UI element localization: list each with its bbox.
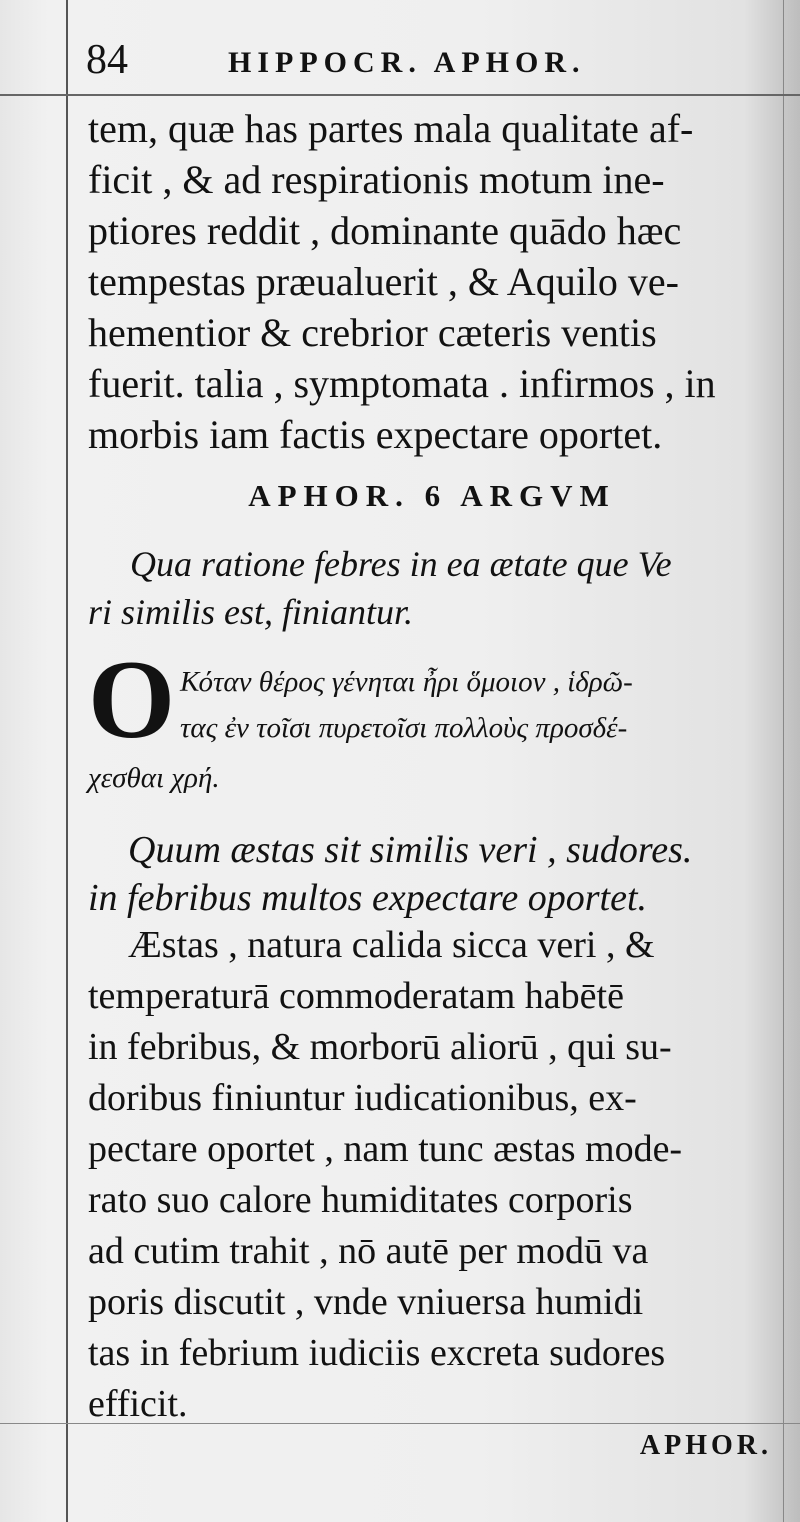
drop-capital: O (88, 638, 176, 762)
text-line: efficit. (88, 1383, 188, 1425)
greek-line: χεσθαι χρή. (88, 762, 220, 794)
text-line: fuerit. talia , symptomata . infirmos , in (88, 361, 716, 406)
text-line: tempestas præualuerit , & Aquilo ve- (88, 259, 679, 304)
text-line: pectare oportet , nam tunc æstas mode- (88, 1128, 683, 1170)
greek-line: τας ἐν τοῖσι πυρετοῖσι πολλοὺς προσδέ- (180, 712, 628, 744)
right-margin-rule (783, 0, 784, 1522)
text-line: hementior & crebrior cæteris ventis (88, 310, 657, 355)
running-title: HIPPOCR. APHOR. (228, 46, 586, 79)
greek-aphorism (88, 638, 776, 800)
text-line: temperaturā commoderatam habētē (88, 975, 624, 1017)
running-head (86, 34, 776, 94)
text-line: in febribus, & morborū aliorū , qui su- (88, 1026, 672, 1068)
text-line: Qua ratione febres in ea ætate que Ve (130, 544, 672, 584)
commentary-paragraph-2 (88, 920, 776, 1430)
text-line: doribus finiuntur iudicationibus, ex- (88, 1077, 637, 1119)
text-line: rato suo calore humiditates corporis (88, 1179, 633, 1221)
text-line: tas in febrium iudiciis excreta sudores (88, 1332, 666, 1374)
latin-aphorism (88, 826, 776, 922)
text-line: ad cutim trahit , nō autē per modū va (88, 1230, 649, 1272)
header-rule (0, 94, 800, 96)
argument-text (88, 540, 776, 636)
catchword: APHOR. (639, 1430, 772, 1461)
greek-line: Κόταν θέρος γένηται ἦρι ὅμοιον , ἱδρῶ- (180, 666, 633, 698)
text-line: Quum æstas sit similis veri , sudores. (128, 829, 693, 871)
text-line: ri similis est, finiantur. (88, 592, 414, 632)
text-line: tem, quæ has partes mala qualitate af- (88, 106, 694, 151)
aphorism-heading: APHOR. 6 ARGVM (248, 478, 616, 513)
text-line: morbis iam factis expectare oportet. (88, 412, 663, 457)
text-line: ptiores reddit , dominante quādo hæc (88, 208, 682, 253)
left-margin-rule (66, 0, 68, 1522)
text-line: in febribus multos expectare oportet. (88, 877, 647, 919)
text-line: poris discutit , vnde vniuersa humidi (88, 1281, 644, 1323)
commentary-paragraph-1 (88, 103, 776, 460)
text-line: ficit , & ad respirationis motum ine- (88, 157, 665, 202)
text-line: Æstas , natura calida sicca veri , & (128, 924, 655, 966)
page-number: 84 (86, 37, 128, 83)
